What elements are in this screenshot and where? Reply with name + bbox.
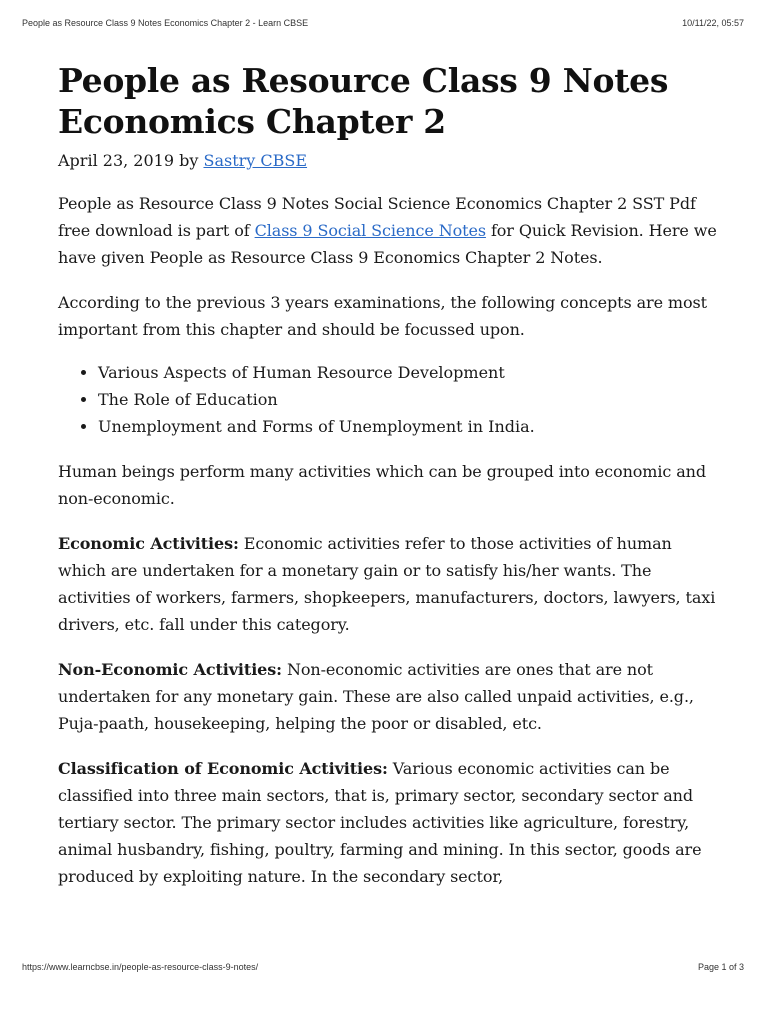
activities-paragraph: Human beings perform many activities which can be grouped into economic and non-economic.	[58, 462, 707, 508]
print-footer-url: https://www.learncbse.in/people-as-resource-class-9-notes/	[22, 962, 259, 972]
classification-text: Various economic activities can be classified into three main sectors, that is, primary sector, secondary sector and tertiary sector. The primary sector includes activities like agriculture, forestry, animal husbandry, fishing, poultry, farming and mining. In this sector, goods are produced by exploiting nature. In the secondary sector,	[58, 759, 702, 886]
non-economic-activities-text: Non-economic activities are ones that are not undertaken for any monetary gain. These are also called unpaid activities, e.g., Puja-paath, housekeeping, helping the poor or disabled, etc.	[58, 660, 694, 733]
intro-text-start: People as Resource Class 9 Notes Social Science Economics Chapter 2 SST Pdf free download is part of	[58, 194, 696, 240]
exam-paragraph: According to the previous 3 years examinations, the following concepts are most important from this chapter and should be focussed upon.	[58, 293, 707, 339]
concepts-list	[58, 359, 718, 440]
classification-paragraph	[58, 755, 718, 890]
list-item: • Various Aspects of Human Resource Development	[98, 359, 718, 386]
list-item: • The Role of Education	[98, 386, 718, 413]
post-date: April 23, 2019	[58, 151, 175, 170]
classification-label: Classification of Economic Activities:	[58, 759, 388, 778]
intro-text-end: for Quick Revision. Here we have given People as Resource Class 9 Economics Chapter 2 Notes.	[58, 221, 717, 267]
article-title: People as Resource Class 9 Notes Economics Chapter 2	[58, 61, 669, 141]
article-meta	[58, 150, 718, 172]
article	[58, 60, 718, 890]
print-header-title: People as Resource Class 9 Notes Economics Chapter 2 - Learn CBSE	[22, 18, 309, 28]
non-economic-activities-label: Non-Economic Activities:	[58, 660, 282, 679]
print-header	[22, 18, 744, 28]
economic-activities-paragraph	[58, 530, 718, 638]
list-item: • Unemployment and Forms of Unemployment in India.	[98, 413, 718, 440]
intro-paragraph	[58, 190, 718, 271]
non-economic-activities-paragraph	[58, 656, 718, 737]
by-label: by	[179, 151, 199, 170]
economic-activities-label: Economic Activities:	[58, 534, 239, 553]
class-9-social-science-notes-link[interactable]: Class 9 Social Science Notes	[254, 221, 486, 240]
print-footer-page-number: Page 1 of 3	[697, 962, 744, 972]
print-header-datetime: 10/11/22, 05:57	[682, 18, 744, 28]
economic-activities-text: Economic activities refer to those activities of human which are undertaken for a monetary gain or to satisfy his/her wants. The activities of workers, farmers, shopkeepers, manufacturers, doctors, lawyers, taxi drivers, etc. fall under this category.	[58, 534, 716, 634]
print-footer	[22, 962, 744, 972]
author-link[interactable]: Sastry CBSE	[203, 151, 308, 170]
